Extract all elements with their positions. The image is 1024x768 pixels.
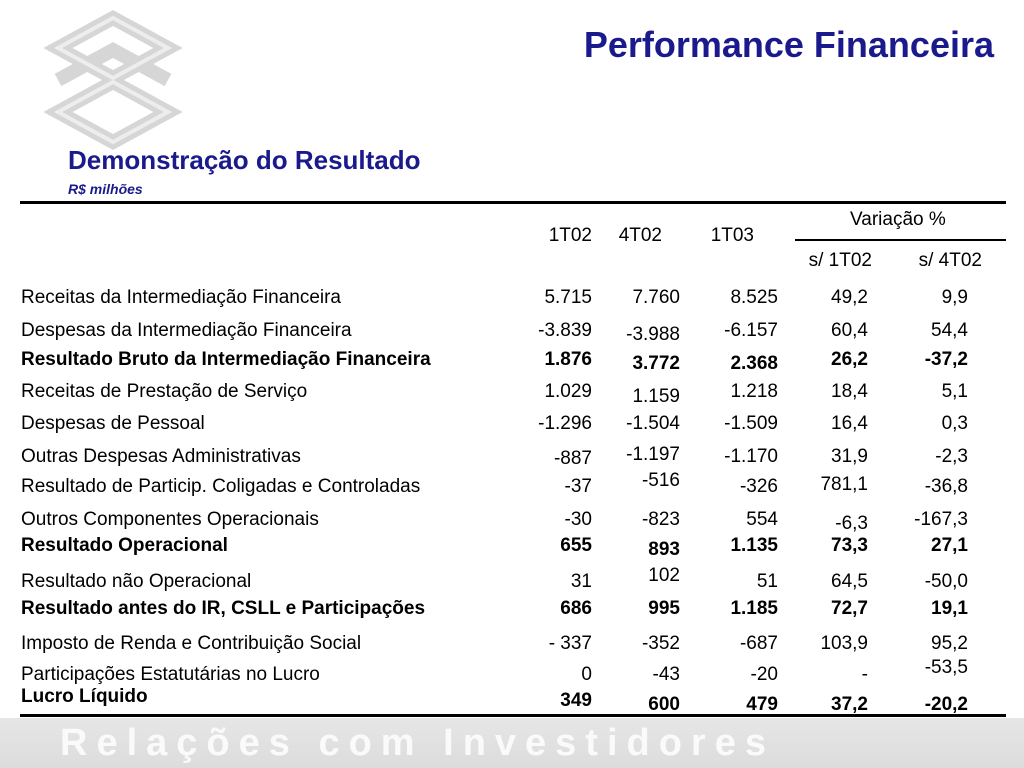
row-label: Receitas da Intermediação Financeira: [21, 287, 342, 308]
row-value: -20,2: [924, 694, 968, 715]
row-value: -326: [739, 476, 778, 497]
row-value: -3.988: [626, 324, 680, 345]
row-value: 349: [560, 690, 592, 711]
row-value: -1.296: [538, 413, 592, 434]
col-header-1t02: 1T02: [548, 225, 592, 246]
row-value: 26,2: [831, 349, 868, 370]
row-value: 27,1: [931, 535, 968, 556]
row-label: Resultado de Particip. Coligadas e Controladas: [21, 476, 421, 497]
row-value: 2.368: [730, 353, 778, 374]
row-value: -37,2: [924, 349, 968, 370]
row-value: 18,4: [831, 381, 868, 402]
row-value: -20: [750, 664, 778, 685]
row-label: Resultado Operacional: [21, 535, 228, 556]
row-value: 781,1: [820, 474, 868, 495]
col-header-4t02: 4T02: [618, 225, 662, 246]
row-value: 1.876: [544, 349, 592, 370]
row-value: 995: [648, 598, 680, 619]
row-value: 64,5: [831, 571, 868, 592]
row-value: -36,8: [924, 476, 968, 497]
row-value: -53,5: [924, 657, 968, 678]
row-value: 479: [746, 694, 778, 715]
row-value: 37,2: [831, 694, 868, 715]
table-top-rule: [20, 201, 1006, 204]
row-label: Resultado antes do IR, CSLL e Participações: [21, 598, 426, 619]
row-value: 0,3: [941, 413, 968, 434]
row-value: -823: [641, 509, 680, 530]
row-value: 554: [746, 509, 778, 530]
row-value: -1.170: [724, 446, 778, 467]
row-label: Outros Componentes Operacionais: [21, 509, 319, 530]
row-value: 103,9: [820, 633, 868, 654]
page-title: Performance Financeira: [583, 24, 994, 65]
row-value: 31,9: [831, 446, 868, 467]
row-value: 72,7: [831, 598, 868, 619]
row-value: 60,4: [831, 320, 868, 341]
bank-logo-icon: [18, 10, 208, 150]
row-value: -887: [553, 448, 592, 469]
row-value: 3.772: [632, 353, 680, 374]
row-value: -2,3: [935, 446, 968, 467]
row-value: 49,2: [831, 287, 868, 308]
row-value: 7.760: [632, 287, 680, 308]
footer-watermark: Relações com Investidores: [60, 722, 775, 764]
row-value: -30: [564, 509, 592, 530]
row-value: -6,3: [835, 513, 868, 534]
row-value: -3.839: [538, 320, 592, 341]
row-value: -1.504: [626, 413, 680, 434]
section-title: Demonstração do Resultado: [68, 145, 421, 175]
row-label: Participações Estatutárias no Lucro: [21, 664, 320, 685]
row-value: - 337: [548, 633, 592, 654]
row-value: 8.525: [730, 287, 778, 308]
variation-header: Variação %: [850, 209, 946, 230]
row-value: -1.509: [724, 413, 778, 434]
row-value: -37: [564, 476, 592, 497]
row-value: 1.029: [544, 381, 592, 402]
row-value: 1.135: [730, 535, 778, 556]
row-value: 686: [560, 598, 592, 619]
row-value: 5,1: [941, 381, 968, 402]
row-value: 1.218: [730, 381, 778, 402]
row-value: 95,2: [931, 633, 968, 654]
row-value: 16,4: [831, 413, 868, 434]
row-value: 51: [756, 571, 778, 592]
row-value: -516: [641, 470, 680, 491]
row-value: 0: [581, 664, 592, 685]
row-value: -43: [652, 664, 680, 685]
row-value: 655: [560, 535, 592, 556]
row-label: Imposto de Renda e Contribuição Social: [21, 633, 362, 654]
row-value: 9,9: [941, 287, 968, 308]
row-value: -352: [641, 633, 680, 654]
row-value: 893: [648, 539, 680, 560]
row-value: -687: [739, 633, 778, 654]
row-value: 73,3: [831, 535, 868, 556]
row-value: -1.197: [626, 444, 680, 465]
unit-label: R$ milhões: [68, 181, 143, 197]
row-value: -50,0: [924, 571, 968, 592]
col-header-1t03: 1T03: [710, 225, 754, 246]
row-value: 102: [648, 565, 680, 586]
row-label: Despesas da Intermediação Financeira: [21, 320, 352, 341]
row-value: 19,1: [931, 598, 968, 619]
row-value: -6.157: [724, 320, 778, 341]
row-value: 54,4: [931, 320, 968, 341]
row-label: Despesas de Pessoal: [21, 413, 205, 434]
row-value: -167,3: [914, 509, 968, 530]
row-label: Resultado não Operacional: [21, 571, 252, 592]
variation-rule: [795, 239, 1006, 241]
row-value: 31: [570, 571, 592, 592]
row-label: Outras Despesas Administrativas: [21, 446, 301, 467]
col-header-var-4t02: s/ 4T02: [918, 250, 982, 271]
row-value: -: [861, 664, 868, 685]
row-label: Lucro Líquido: [21, 686, 148, 707]
row-label: Receitas de Prestação de Serviço: [21, 381, 308, 402]
row-value: 5.715: [544, 287, 592, 308]
row-value: 1.159: [632, 386, 680, 407]
row-value: 600: [648, 694, 680, 715]
row-label: Resultado Bruto da Intermediação Financeira: [21, 349, 431, 370]
col-header-var-1t02: s/ 1T02: [808, 250, 872, 271]
row-value: 1.185: [730, 598, 778, 619]
